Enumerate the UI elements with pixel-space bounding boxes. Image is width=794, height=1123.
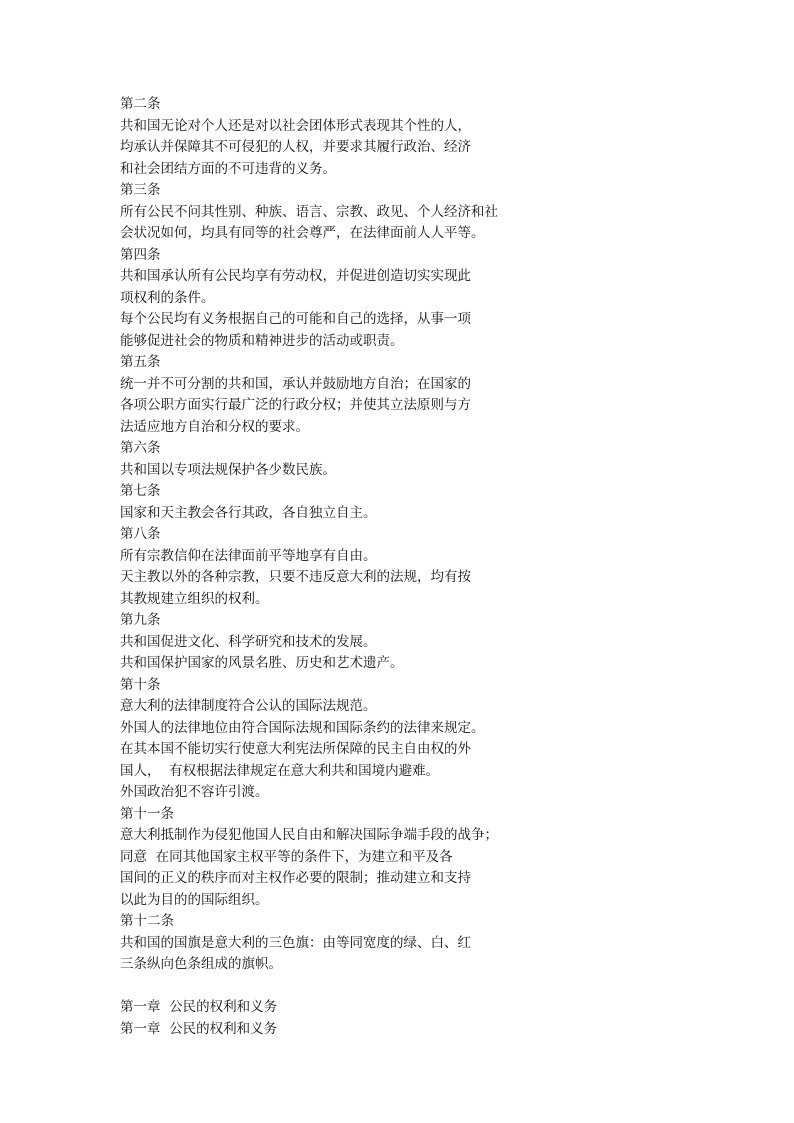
article-line: 共和国保护国家的风景名胜、历史和艺术遗产。 [120, 655, 404, 671]
article-line: 天主教以外的各种宗教，只要不违反意大利的法规，均有按 [120, 569, 471, 585]
article-heading: 第九条 [120, 612, 161, 628]
article-line: 其教规建立组织的权利。 [120, 590, 269, 607]
article-heading: 第六条 [120, 440, 161, 456]
article-line: 会状况如何，均具有同等的社会尊严，在法律面前人人平等。 [120, 225, 485, 241]
article-line: 共和国无论对个人还是对以社会团体形式表现其个性的人， [120, 117, 471, 134]
article-heading: 第二条 [120, 96, 161, 112]
article-line: 以此为目的的国际组织。 [120, 891, 269, 908]
chapter-heading-block [120, 997, 520, 1040]
article-text-block [120, 94, 520, 976]
article-heading: 第七条 [120, 483, 161, 499]
article-line: 国家和天主教会各行其政，各自独立自主。 [120, 504, 377, 521]
article-line: 共和国以专项法规保护各少数民族。 [120, 461, 336, 478]
article-line: 在其本国不能切实行使意大利宪法所保障的民主自由权的外 [120, 741, 471, 757]
article-line: 共和国的国旗是意大利的三色旗：由等同宽度的绿、白、红 [120, 934, 471, 951]
blank-line [120, 976, 520, 998]
article-heading: 第五条 [120, 354, 161, 370]
article-line: 共和国促进文化、科学研究和技术的发展。 [120, 633, 377, 650]
article-line: 项权利的条件。 [120, 289, 215, 306]
article-line: 均承认并保障其不可侵犯的人权，并要求其履行政治、经济 [120, 139, 471, 155]
article-line: 所有宗教信仰在法律面前平等地享有自由。 [120, 547, 377, 564]
article-line: 所有公民不问其性别、种族、语言、宗教、政见、个人经济和社 [120, 203, 498, 220]
article-heading: 第三条 [120, 182, 161, 198]
article-heading: 第十一条 [120, 805, 174, 822]
article-heading: 第八条 [120, 526, 161, 542]
article-line: 和社会团结方面的不可违背的义务。 [120, 160, 336, 177]
article-line: 意大利抵制作为侵犯他国人民自由和解决国际争端手段的战争； [120, 827, 498, 843]
article-line: 法适应地方自治和分权的要求。 [120, 418, 309, 435]
article-line: 同意 在同其他国家主权平等的条件下，为建立和平及各 [120, 848, 453, 865]
document-page [120, 94, 520, 1040]
article-line: 统一并不可分割的共和国，承认并鼓励地方自治；在国家的 [120, 375, 471, 392]
article-line: 国人， 有权根据法律规定在意大利共和国境内避难。 [120, 762, 440, 779]
chapter-heading: 第一章 公民的权利和义务 [120, 999, 278, 1015]
article-line: 意大利的法律制度符合公认的国际法规范。 [120, 698, 377, 714]
article-line: 外国政治犯不容许引渡。 [120, 784, 269, 800]
article-heading: 第十条 [120, 676, 161, 693]
article-line: 每个公民均有义务根据自己的可能和自己的选择，从事一项 [120, 311, 471, 327]
article-line: 共和国承认所有公民均享有劳动权，并促进创造切实实现此 [120, 268, 471, 284]
article-heading: 第四条 [120, 246, 161, 263]
article-heading: 第十二条 [120, 913, 174, 929]
article-line: 外国人的法律地位由符合国际法规和国际条约的法律来规定。 [120, 719, 485, 736]
article-line: 国间的正义的秩序而对主权作必要的限制；推动建立和支持 [120, 870, 471, 886]
article-line: 能够促进社会的物质和精神进步的活动或职责。 [120, 332, 404, 349]
article-line: 各项公职方面实行最广泛的行政分权；并使其立法原则与方 [120, 397, 471, 413]
chapter-heading: 第一章 公民的权利和义务 [120, 1020, 278, 1037]
article-line: 三条纵向色条组成的旗帜。 [120, 956, 282, 972]
